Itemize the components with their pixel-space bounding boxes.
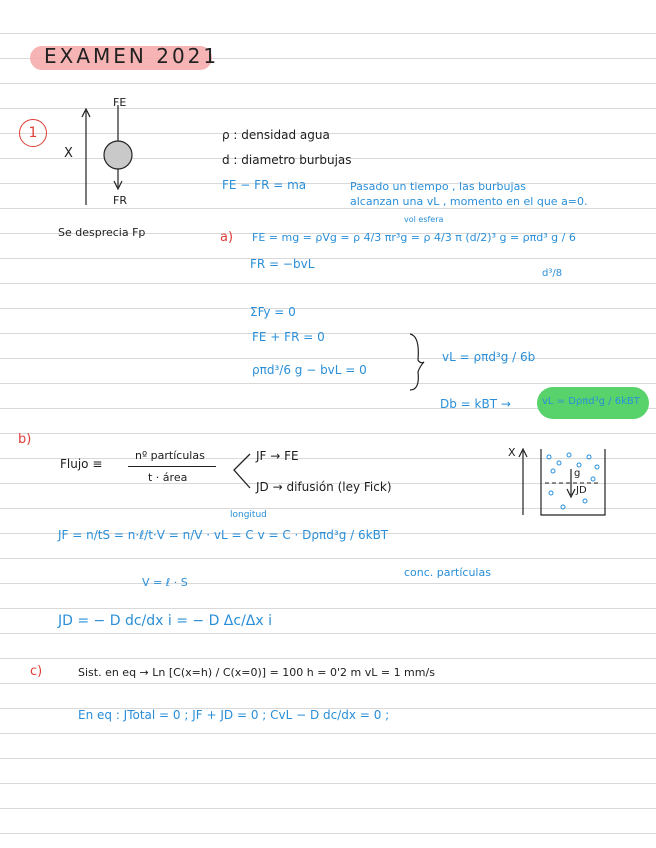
def-note-2: alcanzan una vL , momento en el que a=0. [350,195,588,208]
part-a-annot-vol: vol esfera [404,215,444,224]
page-title: EXAMEN 2021 [44,44,220,68]
part-a-vl: vL = ρπd³g / 6b [442,350,536,364]
flux-bracket [232,452,252,492]
part-a-line1: FE = mg = ρVg = ρ 4/3 πr³g = ρ 4/3 π (d/2)³ g = ρπd³ g / 6 [252,231,576,244]
part-a-db: Db = kBT → [440,397,511,411]
diagram-force-up: FE [113,96,127,109]
def-note-1: Pasado un tiempo , las burbujas [350,180,527,193]
diagram-axis-label: X [64,146,73,161]
part-b-label: b) [18,432,32,447]
container-jd-label: JD [576,485,587,496]
part-a-line2: FR = −bvL [250,257,315,271]
jf-equation: JF = n/tS = n·ℓ/t·V = n/V · vL = C v = C · Dρπd³g / 6kBT [58,528,389,542]
diagram-note: Se desprecia Fp [58,226,146,239]
part-a-brace [408,332,428,392]
def-d: d : diametro burbujas [222,153,352,167]
def-rho: ρ : densidad agua [222,128,330,142]
container-drawing [505,445,625,525]
flux-def: Flujo ≡ [60,457,103,471]
flux-numerator: nº partículas [135,449,205,462]
diagram-force-down: FR [113,194,127,207]
annot-volume: V = ℓ · S [142,576,188,589]
flux-fraction-bar [128,466,216,467]
part-c-line1: Sist. en eq → Ln [C(x=h) / C(x=0)] = 100 h = 0'2 m vL = 1 mm/s [78,666,435,679]
part-c-line2: En eq : JTotal = 0 ; JF + JD = 0 ; CvL − D dc/dx = 0 ; [78,708,390,722]
part-a-eq1: ρπd³/6 g − bvL = 0 [252,363,367,377]
def-equation: FE − FR = ma [222,178,307,192]
problem-number: 1 [19,119,47,147]
part-a-label: a) [220,230,234,245]
jd-equation: JD = − D dc/dx i = − D Δc/Δx i [58,613,272,629]
container-g-label: g [574,468,581,479]
container-axis-label: X [508,446,516,459]
part-c-label: c) [30,664,43,679]
annot-longitud: longitud [230,510,267,520]
flux-jd: JD → difusión (ley Fick) [256,480,392,494]
flux-denominator: t · área [148,471,188,484]
part-a-annot-d3: d³/8 [542,268,563,279]
part-a-sum: ΣFy = 0 [250,305,296,319]
part-a-vl-final: vL = Dρπd³g / 6kBT [542,396,640,407]
annot-conc: conc. partículas [404,566,491,579]
part-a-balance: FE + FR = 0 [252,330,325,344]
flux-jf: JF → FE [256,449,299,463]
